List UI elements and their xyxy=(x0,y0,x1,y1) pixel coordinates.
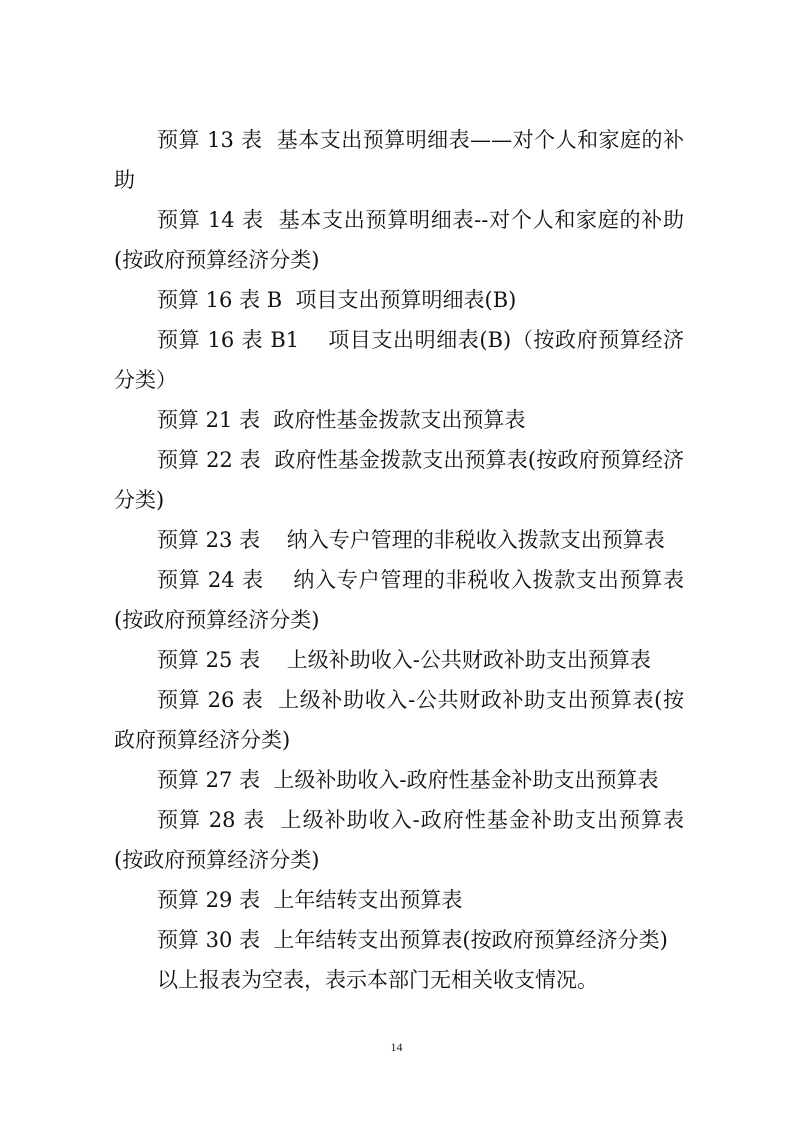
paragraph-table-26: 预算 26 表 上级补助收入-公共财政补助支出预算表(按政府预算经济分类) xyxy=(114,688,684,752)
paragraph-table-16b: 预算 16 表 B 项目支出预算明细表(B) xyxy=(157,288,517,312)
paragraph-table-28: 预算 28 表 上级补助收入-政府性基金补助支出预算表(按政府预算经济分类) xyxy=(114,808,684,872)
paragraph-table-24: 预算 24 表 纳入专户管理的非税收入拨款支出预算表(按政府预算经济分类) xyxy=(114,568,684,632)
document-body xyxy=(114,120,684,1000)
paragraph-table-14: 预算 14 表 基本支出预算明细表--对个人和家庭的补助(按政府预算经济分类) xyxy=(114,208,684,272)
paragraph-table-23: 预算 23 表 纳入专户管理的非税收入拨款支出预算表 xyxy=(157,528,665,552)
paragraph-table-21: 预算 21 表 政府性基金拨款支出预算表 xyxy=(157,408,526,432)
paragraph-table-25: 预算 25 表 上级补助收入-公共财政补助支出预算表 xyxy=(157,648,651,672)
paragraph-summary-note: 以上报表为空表，表示本部门无相关收支情况。 xyxy=(157,968,598,992)
paragraph-table-30: 预算 30 表 上年结转支出预算表(按政府预算经济分类) xyxy=(157,928,668,952)
paragraph-table-13: 预算 13 表 基本支出预算明细表——对个人和家庭的补助 xyxy=(114,128,684,192)
page-number: 14 xyxy=(390,1040,403,1054)
paragraph-table-29: 预算 29 表 上年结转支出预算表 xyxy=(157,888,463,912)
paragraph-table-22: 预算 22 表 政府性基金拨款支出预算表(按政府预算经济分类) xyxy=(114,448,684,512)
paragraph-table-16b1: 预算 16 表 B1 项目支出明细表(B)（按政府预算经济分类） xyxy=(114,328,684,392)
paragraph-table-27: 预算 27 表 上级补助收入-政府性基金补助支出预算表 xyxy=(157,768,659,792)
